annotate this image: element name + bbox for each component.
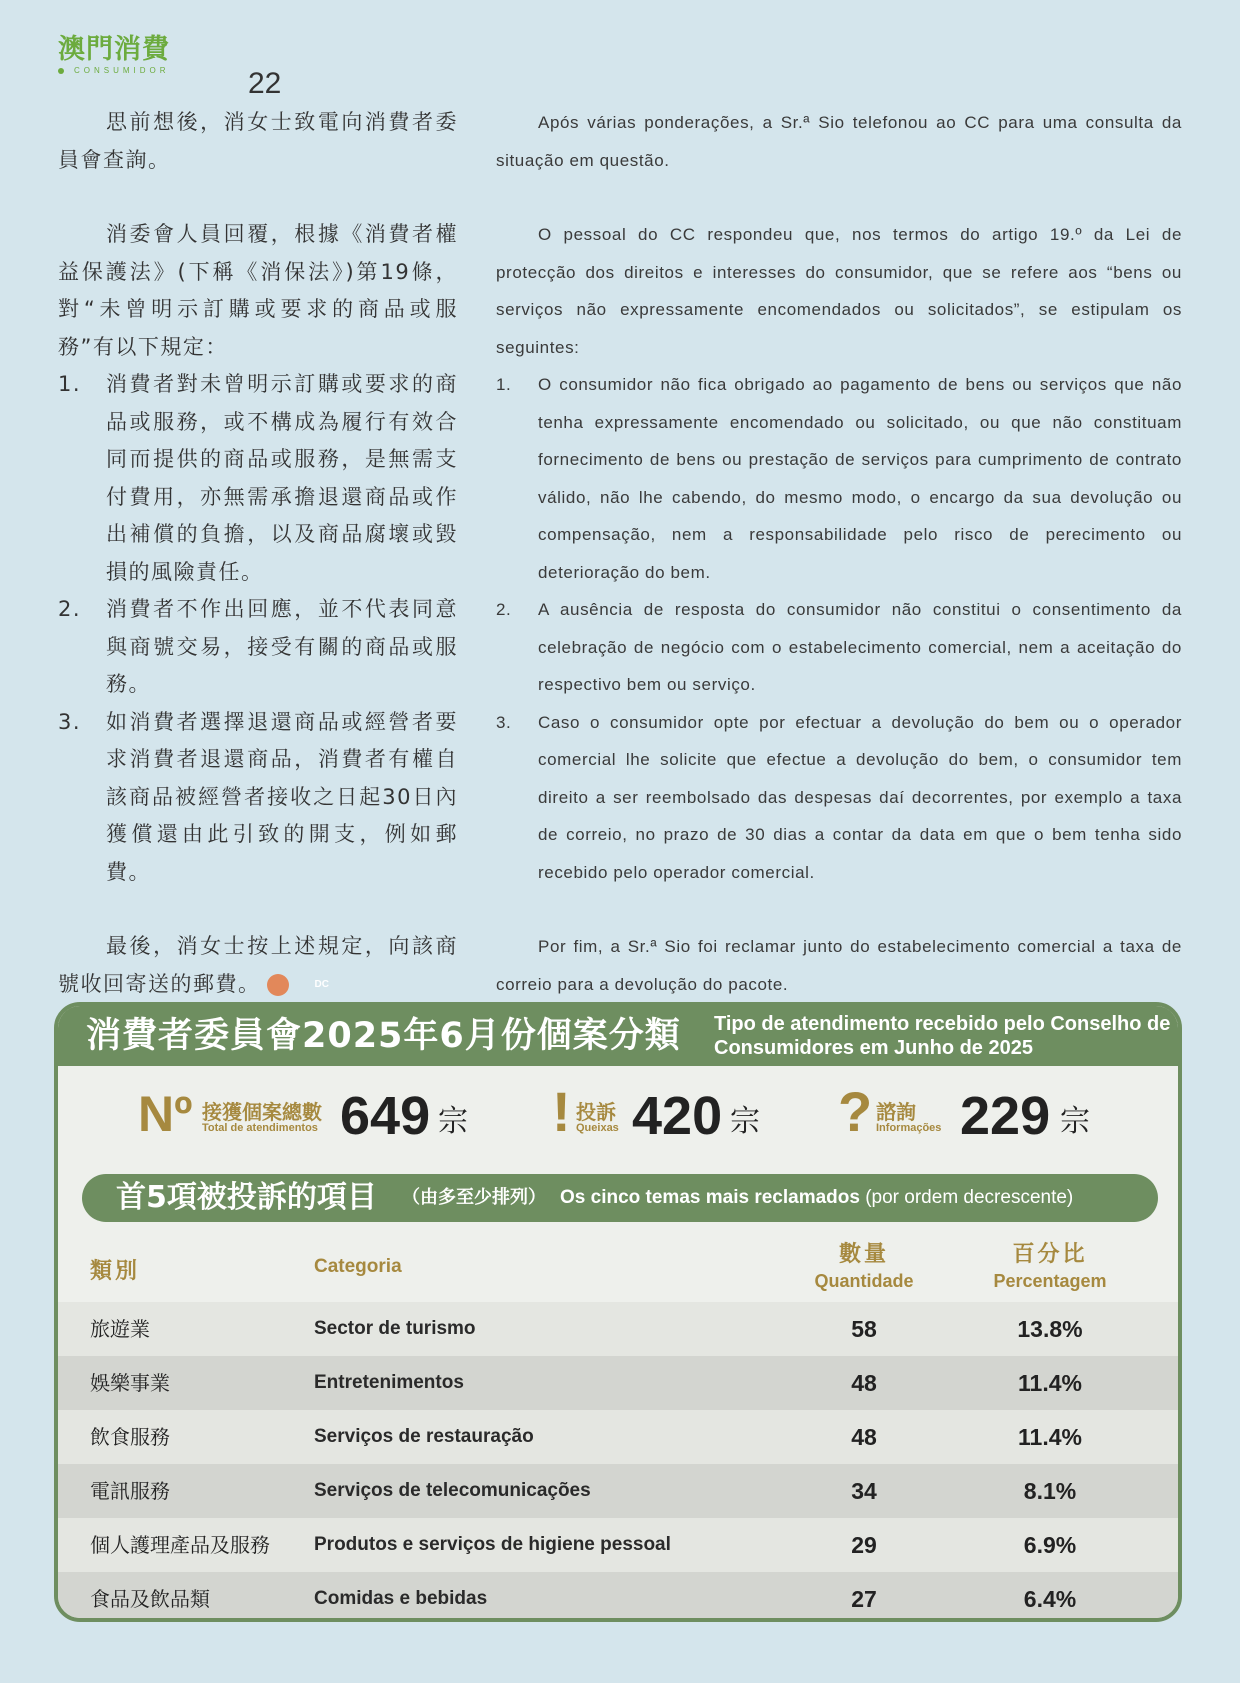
pt-paragraph-1: Após várias ponderações, a Sr.ª Sio telefonou ao CC para uma consulta da situação em questão. (496, 113, 1182, 170)
category-pt: Entretenimentos (314, 1372, 464, 1393)
stat-value: 229 (960, 1086, 1051, 1146)
pt-rule-text: A ausência de resposta do consumidor não constitui o consentimento da celebração de negócio com o estabelecimento comercial, nem a aceitação do respectivo bem ou serviço. (538, 600, 1182, 694)
masthead (58, 34, 282, 100)
question-mark-icon: ? (838, 1080, 873, 1143)
stats-row (58, 1066, 1178, 1168)
column-header-quantity-pt: Quantidade (814, 1271, 914, 1291)
table-row (58, 1518, 1178, 1572)
category-zh: 食品及飲品類 (90, 1587, 210, 1611)
category-zh: 娛樂事業 (90, 1371, 170, 1395)
category-zh: 旅遊業 (90, 1317, 150, 1341)
pt-rule-number: 2. (496, 600, 512, 619)
percentage: 6.4% (1023, 1586, 1077, 1612)
top5-title-pt-main: Os cinco temas mais reclamados (560, 1187, 860, 1208)
quantity: 29 (851, 1532, 877, 1558)
panel-title-zh: 消費者委員會2025年6月份個案分類 (86, 1016, 681, 1056)
stat-label-zh: 諮詢 (876, 1100, 916, 1124)
stat-label-zh: 投訴 (576, 1100, 616, 1124)
zh-paragraph-2: 消委會人員回覆，根據《消費者權益保護法》(下稱《消保法》)第19條，對“未曾明示訂購或要求的商品或服務”有以下規定： (58, 222, 458, 359)
pt-rule-text: Caso o consumidor opte por efectuar a devolução do bem ou o operador comercial lhe solicite que efectue a devolução do bem, o consumidor tem direito a ser reembolsado das despesas daí decorrentes, por exemplo a taxa de correio, no prazo de 30 dias a contar da data em que o bem tenha sido recebido pelo operador comercial. (538, 712, 1182, 882)
category-pt: Produtos e serviços de higiene pessoal (314, 1534, 671, 1555)
pt-paragraph-3: Por fim, a Sr.ª Sio foi reclamar junto do estabelecimento comercial a taxa de correio para a devolução do pacote. (496, 937, 1182, 994)
top5-title-pt (560, 1186, 1073, 1210)
panel-header (58, 1006, 1178, 1066)
pt-rule-item (496, 704, 1182, 892)
dc-end-mark-icon: DC (267, 974, 289, 996)
stat-complaints (552, 1066, 792, 1168)
complaints-table (58, 1238, 1178, 1622)
zh-rule-number: 1. (58, 372, 82, 396)
stat-value: 420 (632, 1086, 723, 1146)
table-row (58, 1410, 1178, 1464)
logo-dot-icon (58, 68, 64, 74)
zh-rule-number: 3. (58, 709, 82, 734)
table-row (58, 1356, 1178, 1410)
column-header-category-pt: Categoria (314, 1256, 402, 1277)
zh-paragraph-3 (58, 928, 458, 1003)
pt-rule-text: O consumidor não fica obrigado ao pagamento de bens ou serviços que não tenha expressamente encomendado ou solicitado, ou que não constituam fornecimento de bens ou prestação de serviços para cumprimento de contrato válido, não lhe cabendo, do mesmo modo, o encargo da sua devolução ou compensação, nem a responsabilidade pelo risco de perecimento ou deterioração do bem. (538, 375, 1182, 582)
table-row (58, 1302, 1178, 1356)
column-header-percentage-pt: Percentagem (993, 1271, 1107, 1291)
stat-label-pt: Total de atendimentos (202, 1122, 318, 1134)
portuguese-column (496, 104, 1182, 1003)
category-pt: Serviços de restauração (314, 1426, 534, 1447)
category-pt: Sector de turismo (314, 1318, 476, 1339)
percentage: 8.1% (1023, 1478, 1077, 1504)
pt-rule-item (496, 366, 1182, 591)
pt-rule-number: 3. (496, 712, 512, 732)
pt-paragraph-2: O pessoal do CC respondeu que, nos termos do artigo 19.º da Lei de protecção dos direitos e interesses do consumidor, que se refere aos “bens ou serviços não expressamente encomendados ou solicitados”, se estipulam os seguintes: (496, 225, 1182, 357)
stat-unit: 宗 (730, 1104, 760, 1139)
table-header (58, 1238, 1178, 1302)
page-number: 22 (248, 67, 282, 100)
category-pt: Comidas e bebidas (314, 1588, 488, 1609)
zh-paragraph-1: 思前想後，消女士致電向消費者委員會查詢。 (58, 110, 458, 172)
number-sign-icon: Nº (138, 1086, 193, 1142)
stat-label-zh: 接獲個案總數 (202, 1100, 322, 1124)
zh-rule-list (58, 366, 458, 891)
case-statistics-panel (54, 1002, 1182, 1622)
column-header-quantity (790, 1240, 938, 1292)
exclamation-icon: ! (552, 1080, 571, 1143)
zh-rule-item (58, 704, 458, 892)
stat-label-pt: Queixas (576, 1122, 619, 1134)
chinese-column (58, 104, 458, 1003)
stat-total (138, 1066, 468, 1168)
quantity: 58 (851, 1316, 877, 1342)
category-zh: 電訊服務 (90, 1479, 170, 1503)
table-row (58, 1572, 1178, 1622)
top5-title-pt-order: (por ordem decrescente) (865, 1187, 1074, 1208)
stat-label-pt: Informações (876, 1122, 942, 1134)
quantity: 48 (851, 1424, 877, 1450)
zh-rule-number: 2. (58, 597, 82, 621)
percentage: 13.8% (1017, 1316, 1083, 1342)
percentage: 6.9% (1023, 1532, 1077, 1558)
magazine-logo-subtitle: CONSUMIDOR (74, 66, 170, 75)
percentage: 11.4% (1018, 1370, 1082, 1396)
category-zh: 個人護理產品及服務 (90, 1533, 270, 1557)
percentage: 11.4% (1018, 1424, 1082, 1450)
column-header-percentage-zh: 百分比 (1012, 1242, 1088, 1267)
pt-rule-item (496, 591, 1182, 704)
table-row (58, 1464, 1178, 1518)
stat-unit: 宗 (1060, 1104, 1090, 1139)
zh-rule-item (58, 591, 458, 704)
quantity: 27 (851, 1586, 877, 1612)
stat-unit: 宗 (438, 1104, 468, 1139)
quantity: 34 (851, 1478, 877, 1504)
zh-paragraph-3-text: 最後，消女士按上述規定，向該商號收回寄送的郵費。 (58, 934, 458, 996)
panel-title-pt: Tipo de atendimento recebido pelo Conselho de Consumidores em Junho de 2025 (714, 1013, 1171, 1059)
top5-subtitle-zh: （由多至少排列） (402, 1187, 546, 1208)
pt-rule-list (496, 366, 1182, 891)
top5-heading-bar (82, 1174, 1158, 1222)
column-header-category-zh: 類別 (90, 1259, 141, 1284)
stat-value: 649 (340, 1086, 431, 1146)
zh-rule-text: 如消費者選擇退還商品或經營者要求消費者退還商品，消費者有權自該商品被經營者接收之日起30日內獲償還由此引致的開支，例如郵費。 (106, 709, 458, 884)
category-pt: Serviços de telecomunicações (314, 1480, 591, 1501)
zh-rule-text: 消費者不作出回應，並不代表同意與商號交易，接受有關的商品或服務。 (106, 597, 458, 696)
zh-rule-item (58, 366, 458, 591)
column-header-percentage (976, 1240, 1124, 1292)
column-header-quantity-zh: 數量 (838, 1242, 889, 1267)
magazine-logo: 澳門消費 (58, 34, 170, 65)
top5-title-zh: 首5項被投訴的項目 (116, 1180, 377, 1215)
pt-rule-number: 1. (496, 375, 512, 394)
zh-rule-text: 消費者對未曾明示訂購或要求的商品或服務，或不構成為履行有效合同而提供的商品或服務，是無需支付費用，亦無需承擔退還商品或作出補償的負擔，以及商品腐壞或毀損的風險責任。 (106, 372, 458, 584)
category-zh: 飲食服務 (90, 1425, 170, 1449)
quantity: 48 (851, 1370, 877, 1396)
stat-enquiries (838, 1066, 1138, 1168)
